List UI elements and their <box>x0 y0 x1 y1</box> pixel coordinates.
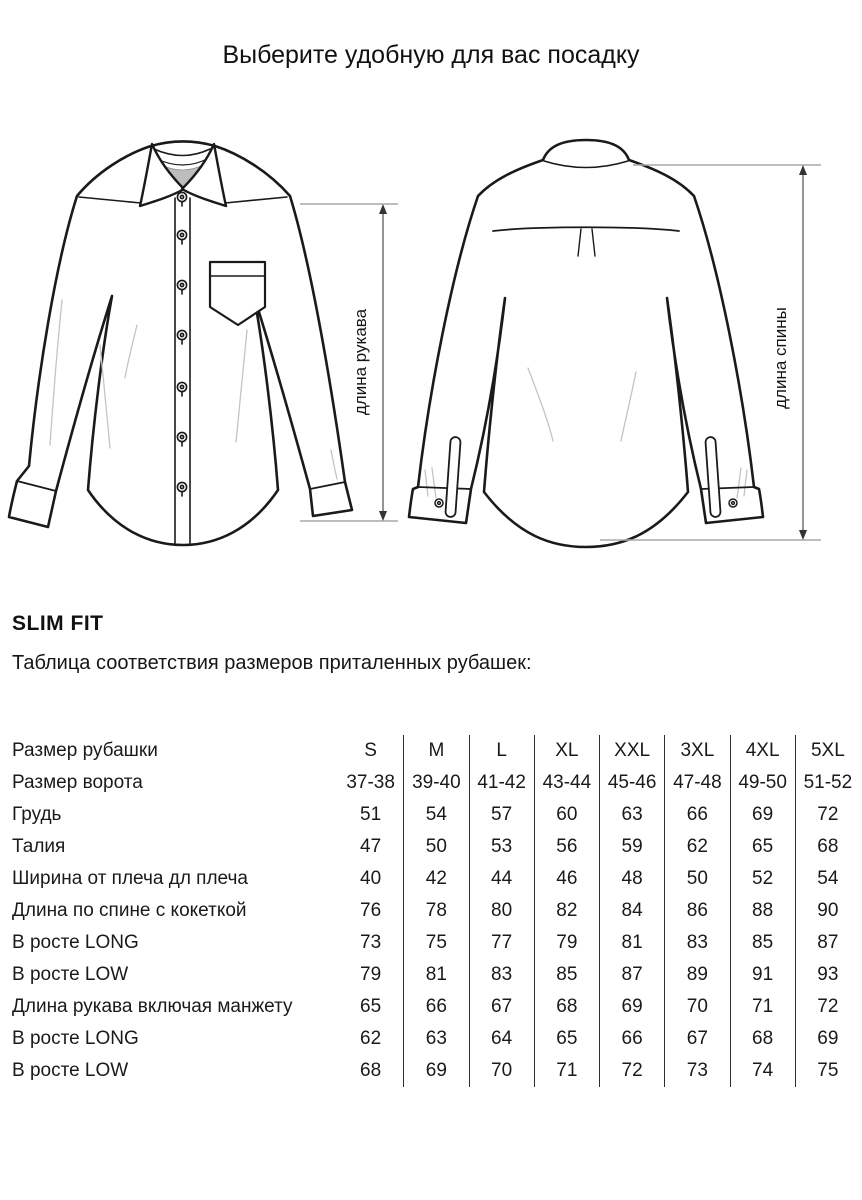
row-label: Длина рукава включая манжету <box>12 996 293 1017</box>
table-row <box>12 767 860 799</box>
size-cell: 65 <box>534 1023 599 1055</box>
size-cell: 69 <box>599 991 664 1023</box>
size-cell: 80 <box>469 895 534 927</box>
row-label: Грудь <box>12 804 62 825</box>
table-row <box>12 799 860 831</box>
size-cell: 81 <box>599 927 664 959</box>
size-column-header: S <box>364 740 377 761</box>
size-cell: 72 <box>599 1055 664 1087</box>
shirt-back-drawing <box>409 140 763 547</box>
size-cell: 41-42 <box>469 767 534 799</box>
size-cell: 64 <box>469 1023 534 1055</box>
row-label: Ширина от плеча дл плеча <box>12 868 248 889</box>
size-cell: 40 <box>360 868 382 889</box>
size-cell: 75 <box>403 927 468 959</box>
size-cell: 66 <box>599 1023 664 1055</box>
size-cell: 42 <box>403 863 468 895</box>
size-cell: 51 <box>360 804 382 825</box>
row-label: В росте LONG <box>12 1028 139 1049</box>
sleeve-length-label: длина рукава <box>351 308 370 416</box>
size-cell: 49-50 <box>730 767 795 799</box>
size-cell: 74 <box>730 1055 795 1087</box>
size-cell: 67 <box>664 1023 729 1055</box>
size-cell: 90 <box>795 895 860 927</box>
table-row <box>12 831 860 863</box>
size-column-header: XL <box>534 735 599 767</box>
size-cell: 63 <box>599 799 664 831</box>
size-cell: 65 <box>360 996 382 1017</box>
size-cell: 62 <box>664 831 729 863</box>
size-cell: 37-38 <box>346 772 395 793</box>
size-cell: 89 <box>664 959 729 991</box>
size-cell: 87 <box>795 927 860 959</box>
size-cell: 50 <box>403 831 468 863</box>
size-cell: 75 <box>795 1055 860 1087</box>
table-row <box>12 735 860 767</box>
back-length-label: длина спины <box>771 307 790 409</box>
size-column-header: XXL <box>599 735 664 767</box>
size-cell: 82 <box>534 895 599 927</box>
size-cell: 59 <box>599 831 664 863</box>
size-cell: 68 <box>360 1060 382 1081</box>
size-cell: 85 <box>534 959 599 991</box>
size-cell: 66 <box>403 991 468 1023</box>
size-cell: 57 <box>469 799 534 831</box>
size-cell: 66 <box>664 799 729 831</box>
size-cell: 43-44 <box>534 767 599 799</box>
table-row <box>12 927 860 959</box>
size-cell: 83 <box>469 959 534 991</box>
table-row <box>12 1023 860 1055</box>
size-cell: 79 <box>534 927 599 959</box>
size-cell: 54 <box>403 799 468 831</box>
size-cell: 69 <box>730 799 795 831</box>
size-cell: 91 <box>730 959 795 991</box>
size-cell: 84 <box>599 895 664 927</box>
size-cell: 83 <box>664 927 729 959</box>
size-cell: 93 <box>795 959 860 991</box>
size-cell: 60 <box>534 799 599 831</box>
slim-fit-subtitle: Таблица соответствия размеров приталенных рубашек: <box>12 652 532 674</box>
size-cell: 72 <box>795 991 860 1023</box>
size-column-header: L <box>469 735 534 767</box>
size-column-header: 4XL <box>730 735 795 767</box>
size-cell: 73 <box>360 932 382 953</box>
table-row <box>12 895 860 927</box>
size-cell: 56 <box>534 831 599 863</box>
size-cell: 71 <box>730 991 795 1023</box>
size-cell: 78 <box>403 895 468 927</box>
table-row <box>12 863 860 895</box>
row-label: Размер рубашки <box>12 740 158 761</box>
size-cell: 76 <box>360 900 382 921</box>
row-label: Длина по спине с кокеткой <box>12 900 247 921</box>
table-row <box>12 959 860 991</box>
shirt-front-drawing <box>9 142 352 546</box>
size-cell: 53 <box>469 831 534 863</box>
row-label: В росте LONG <box>12 932 139 953</box>
size-cell: 48 <box>599 863 664 895</box>
size-cell: 69 <box>795 1023 860 1055</box>
size-column-header: 5XL <box>795 735 860 767</box>
size-cell: 73 <box>664 1055 729 1087</box>
size-cell: 68 <box>730 1023 795 1055</box>
size-cell: 51-52 <box>795 767 860 799</box>
table-row <box>12 1055 860 1087</box>
size-cell: 72 <box>795 799 860 831</box>
size-cell: 68 <box>795 831 860 863</box>
size-cell: 68 <box>534 991 599 1023</box>
size-cell: 67 <box>469 991 534 1023</box>
size-cell: 77 <box>469 927 534 959</box>
size-cell: 87 <box>599 959 664 991</box>
size-cell: 52 <box>730 863 795 895</box>
size-cell: 70 <box>469 1055 534 1087</box>
size-cell: 54 <box>795 863 860 895</box>
size-cell: 81 <box>403 959 468 991</box>
row-label: Талия <box>12 836 66 857</box>
size-cell: 46 <box>534 863 599 895</box>
size-cell: 71 <box>534 1055 599 1087</box>
size-cell: 86 <box>664 895 729 927</box>
size-cell: 47-48 <box>664 767 729 799</box>
row-label: В росте LOW <box>12 964 129 985</box>
size-cell: 47 <box>360 836 382 857</box>
size-cell: 62 <box>360 1028 382 1049</box>
row-label: Размер ворота <box>12 772 143 793</box>
size-cell: 65 <box>730 831 795 863</box>
size-cell: 88 <box>730 895 795 927</box>
table-row <box>12 991 860 1023</box>
size-table <box>12 735 860 1087</box>
row-label: В росте LOW <box>12 1060 129 1081</box>
size-cell: 85 <box>730 927 795 959</box>
size-cell: 69 <box>403 1055 468 1087</box>
size-cell: 39-40 <box>403 767 468 799</box>
size-column-header: 3XL <box>664 735 729 767</box>
size-cell: 45-46 <box>599 767 664 799</box>
size-cell: 44 <box>469 863 534 895</box>
size-cell: 79 <box>360 964 382 985</box>
size-column-header: M <box>403 735 468 767</box>
slim-fit-heading: SLIM FIT <box>12 612 104 635</box>
size-cell: 63 <box>403 1023 468 1055</box>
size-cell: 50 <box>664 863 729 895</box>
page-title: Выберите удобную для вас посадку <box>222 41 640 69</box>
size-cell: 70 <box>664 991 729 1023</box>
